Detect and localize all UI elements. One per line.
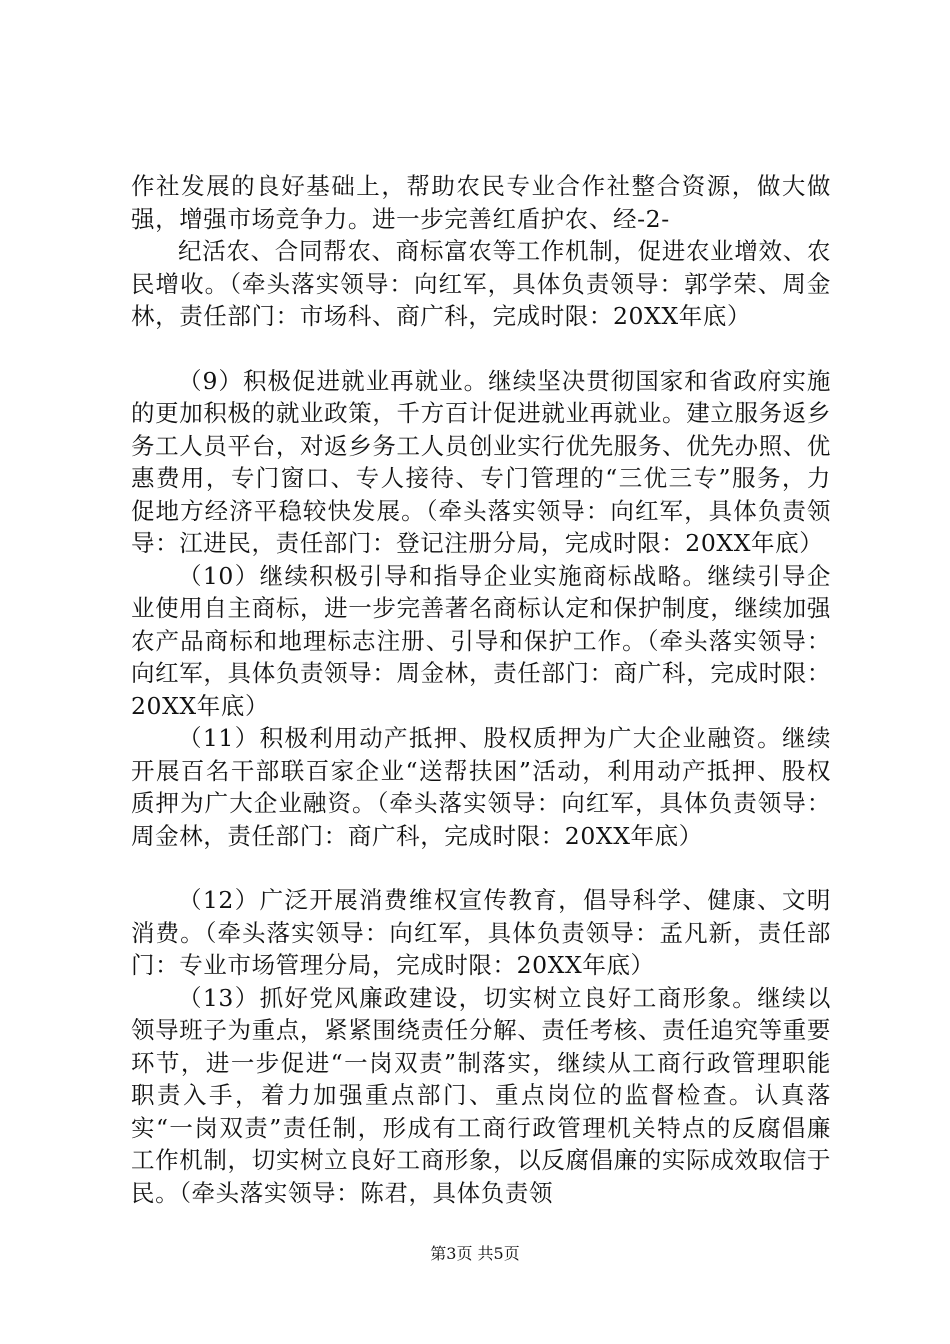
paragraph-gap: [131, 333, 831, 365]
paragraph-item-11: （11）积极利用动产抵押、股权质押为广大企业融资。继续开展百名干部联百家企业“送帮扶困”活动，利用动产抵押、股权质押为广大企业融资。（牵头落实领导：向红军，具体负责领导：周金林，责任部门：商广科，完成时限：20XX年底）: [131, 724, 831, 850]
paragraph-item-9: （9）积极促进就业再就业。继续坚决贯彻国家和省政府实施的更加积极的就业政策，千方百计促进就业再就业。建立服务返乡务工人员平台，对返乡务工人员创业实行优先服务、优先办照、优惠费用，专门窗口、专人接待、专门管理的“三优三专”服务，力促地方经济平稳较快发展。（牵头落实领导：向红军，具体负责领导：江进民，责任部门：登记注册分局，完成时限：20XX年底）: [131, 366, 831, 557]
page-footer: 第3页 共5页: [430, 1244, 520, 1263]
paragraph-continuation-2: 纪活农、合同帮农、商标富农等工作机制，促进农业增效、农民增收。（牵头落实领导：向红军，具体负责领导：郭学荣、周金林，责任部门：市场科、商广科，完成时限：20XX年底）: [131, 237, 831, 330]
paragraph-item-13: （13）抓好党风廉政建设，切实树立良好工商形象。继续以领导班子为重点，紧紧围绕责任分解、责任考核、责任追究等重要环节，进一步促进“一岗双责”制落实，继续从工商行政管理职能职责入手，着力加强重点部门、重点岗位的监督检查。认真落实“一岗双责”责任制，形成有工商行政管理机关特点的反腐倡廉工作机制，切实树立良好工商形象，以反腐倡廉的实际成效取信于民。（牵头落实领导：陈君，具体负责领: [131, 983, 831, 1207]
document-body: [131, 170, 831, 1209]
paragraph-item-10: （10）继续积极引导和指导企业实施商标战略。继续引导企业使用自主商标，进一步完善著名商标认定和保护制度，继续加强农产品商标和地理标志注册、引导和保护工作。（牵头落实领导：向红军，具体负责领导：周金林，责任部门：商广科，完成时限：20XX年底）: [131, 561, 831, 720]
paragraph-gap: [131, 852, 831, 884]
paragraph-continuation: 作社发展的良好基础上，帮助农民专业合作社整合资源，做大做强，增强市场竞争力。进一步完善红盾护农、经-2-: [131, 172, 831, 233]
paragraph-item-12: （12）广泛开展消费维权宣传教育，倡导科学、健康、文明消费。（牵头落实领导：向红军，具体负责领导：孟凡新，责任部门：专业市场管理分局，完成时限：20XX年底）: [131, 886, 831, 979]
